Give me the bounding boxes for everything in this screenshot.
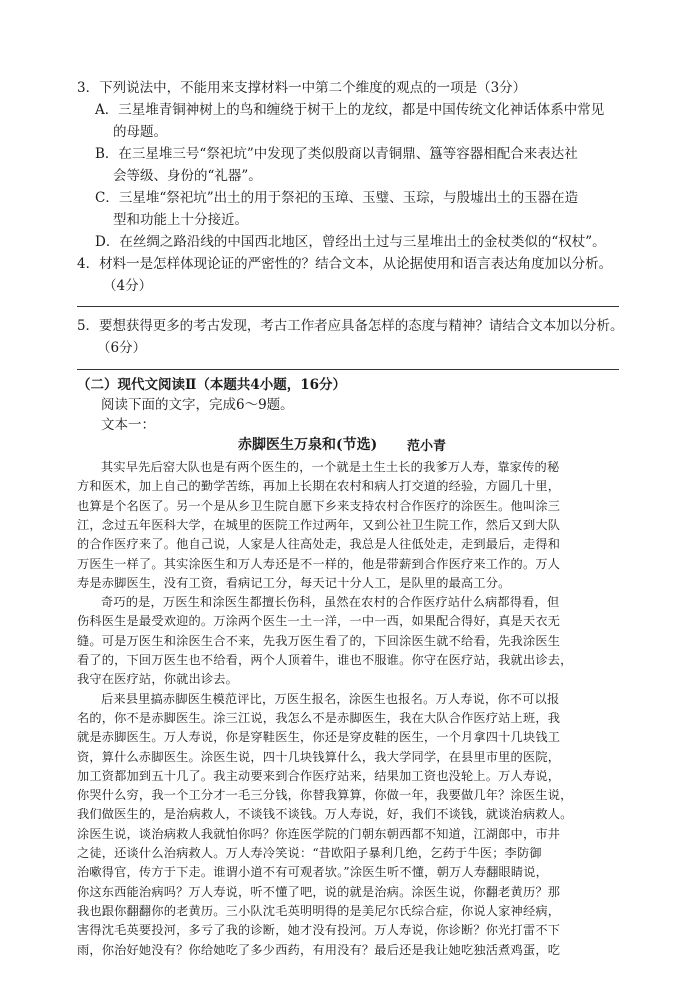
- article-line: 害得沈毛英要投河，多亏了我的诊断，她才没有投河。万人寿说，你诊断？你光打雷不下: [77, 923, 561, 938]
- article-line: 加工资都加到五十几了。我主动要来到合作医疗站来，结果加工资也没轮上。万人寿说，: [77, 768, 561, 783]
- article-line: 名的，你不是赤脚医生。涂三江说，我怎么不是赤脚医生，我在大队合作医疗站上班，我: [77, 710, 561, 725]
- question-3-option-b-cont: 会等级、身份的“礼器”。: [113, 168, 262, 184]
- article-line: 缝。可是万医生和涂医生合不来，先我万医生看了的，下回涂医生就不给看，先我涂医生: [77, 633, 561, 648]
- article-line: 其实早先后窑大队也是有两个医生的，一个就是土生土长的我爹万人寿，靠家传的秘: [101, 460, 560, 474]
- question-3-option-b: B．在三星堆三号“祭祀坑”中发现了类似殷商以青铜鼎、簋等容器相配合来表达社: [95, 146, 578, 162]
- article-line: 方和医术，加上自己的勤学苦练，再加上长期在农村和病人打交道的经验，方圆几十里，: [77, 479, 561, 494]
- article-line: 我们做医生的，是治病救人，不谈钱不谈钱。万人寿说，好，我们不谈钱，就谈治病救人。: [77, 807, 573, 822]
- text-label: 文本一：: [101, 417, 155, 433]
- article-line: 雨，你治好她没有？你给她吃了多少西药，有用没有？最后还是我让她吃独活煮鸡蛋，吃: [77, 942, 561, 957]
- article-line: 万医生一样了。其实涂医生和万人寿还是不一样的，他是带薪到合作医疗来工作的。万人: [77, 556, 561, 571]
- section-instruction: 阅读下面的文字，完成6～9题。: [101, 397, 294, 413]
- question-5-points: （6分）: [97, 340, 147, 356]
- article-line: 伤科医生是最受欢迎的。万涂两个医生一土一洋，一中一西，如果配合得好，真是天衣无: [77, 614, 561, 629]
- answer-line: [77, 306, 619, 307]
- article-line: 江，念过五年医科大学，在城里的医院工作过两年，又到公社卫生院工作，然后又到大队: [77, 517, 561, 532]
- article-line: 的合作医疗来了。他自己说，人家是人往高处走，我总是人往低处走，走到最后，走得和: [77, 537, 561, 552]
- article-line: 涂医生说，谈治病救人我就怕你吗？你连医学院的门朝东朝西都不知道，江湖郎中，市井: [77, 826, 561, 841]
- article-line: 也算是个名医了。另一个是从乡卫生院自愿下乡来支持农村合作医疗的涂医生。他叫涂三: [77, 498, 561, 513]
- article-line: 奇巧的是，万医生和涂医生都擅长伤科，虽然在农村的合作医疗站什么病都得看，但: [101, 595, 560, 610]
- article-line: 你这东西能治病吗？万人寿说，听不懂了吧，说的就是治病。涂医生说，你翻老黄历？那: [77, 884, 561, 899]
- article-line: 后来县里搞赤脚医生模范评比，万医生报名，涂医生也报名。万人寿说，你不可以报: [101, 691, 560, 706]
- article-title: 赤脚医生万泉和(节选): [238, 437, 378, 453]
- question-3-option-c-cont: 型和功能上十分接近。: [113, 212, 248, 228]
- article-line: 就是赤脚医生。万人寿说，你是穿鞋医生，你还是穿皮鞋的医生，一个月拿四十几块钱工: [77, 730, 561, 745]
- article-line: 我守在医疗站，你就出诊去。: [77, 672, 239, 687]
- question-3-option-d: D．在丝绸之路沿线的中国西北地区，曾经出土过与三星堆出土的金杖类似的“权杖”。: [95, 234, 606, 250]
- article-line: 你哭什么穷，我一个工分才一毛三分钱，你替我算算，你做一年，我要做几年？涂医生说，: [77, 788, 573, 803]
- question-3-option-c: C．三星堆“祭祀坑”出土的用于祭祀的玉璋、玉璧、玉琮，与殷墟出土的玉器在造: [95, 190, 579, 206]
- article-line: 之徒，还谈什么治病救人。万人寿冷笑说：“昔欧阳子暴利几绝，乞药于牛医；李防御: [77, 846, 542, 860]
- article-line: 寿是赤脚医生，没有工资，看病记工分，每天记十分人工，是队里的最高工分。: [77, 575, 511, 590]
- article-author: 范小青: [407, 439, 447, 454]
- question-3-option-a: A．三星堆青铜神树上的鸟和缠绕于树干上的龙纹，都是中国传统文化神话体系中常见: [95, 102, 605, 118]
- article-line: 看了的，下回万医生也不给看，两个人顶着牛，谁也不服谁。你守在医疗站，我就出诊去，: [77, 653, 573, 667]
- question-3-option-a-cont: 的母题。: [113, 124, 167, 140]
- question-5-stem: 5．要想获得更多的考古发现，考古工作者应具备怎样的态度与精神？请结合文本加以分析。: [77, 318, 624, 334]
- article-line: 治嗽得官，传方于下走。谁谓小道不有可观者欤。”涂医生听不懂，朝万人寿翻眼睛说，: [77, 865, 549, 880]
- question-3-stem: 3．下列说法中，不能用来支撑材料一中第二个维度的观点的一项是（3分）: [77, 80, 527, 96]
- article-line: 我也跟你翻翻你的老黄历。三小队沈毛英明明得的是美尼尔氏综合症，你说人家神经病，: [77, 903, 561, 918]
- question-4-points: （4分）: [103, 278, 153, 294]
- article-line: 资，算什么赤脚医生。涂医生说，四十几块钱算什么，我大学同学，在县里市里的医院，: [77, 749, 561, 764]
- section-heading: （二）现代文阅读Ⅱ（本题共4小题，16分）: [77, 377, 347, 393]
- answer-line: [77, 369, 619, 370]
- question-4-stem: 4．材料一是怎样体现论证的严密性的？结合文本，从论据使用和语言表达角度加以分析。: [77, 256, 613, 272]
